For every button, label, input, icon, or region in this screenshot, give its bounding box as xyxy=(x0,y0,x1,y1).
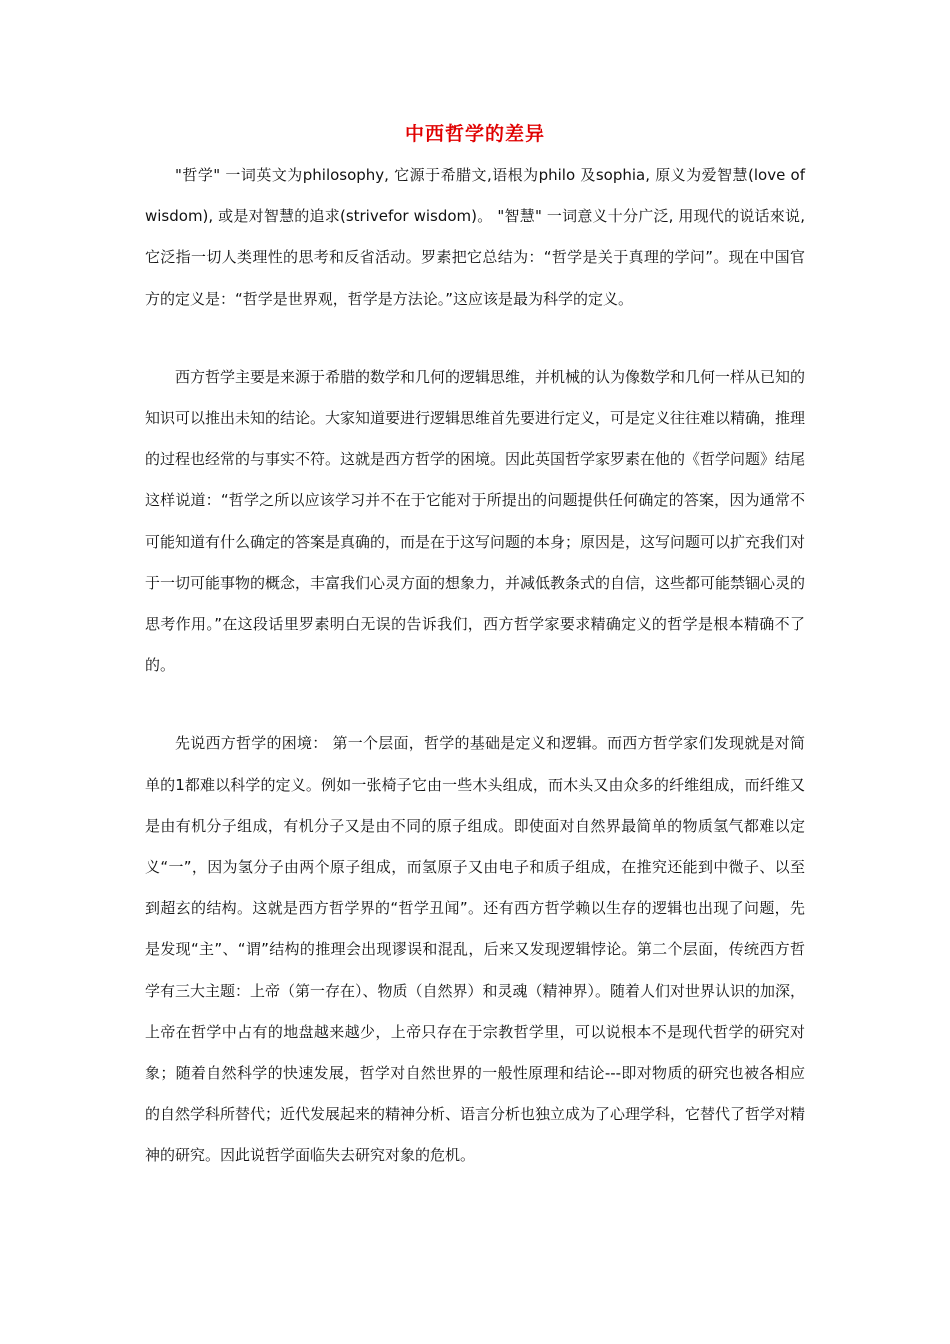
paragraph-2: 西方哲学主要是来源于希腊的数学和几何的逻辑思维，并机械的认为像数学和几何一样从已知的知识可以推出未知的结论。大家知道要进行逻辑思维首先要进行定义，可是定义往往难以精确，推理的过程也经常的与事实不符。这就是西方哲学的困境。因此英国哲学家罗素在他的《哲学问题》结尾这样说道：“哲学之所以应该学习并不在于它能对于所提出的问题提供任何确定的答案，因为通常不可能知道有什么确定的答案是真确的，而是在于这写问题的本身；原因是，这写问题可以扩充我们对于一切可能事物的概念，丰富我们心灵方面的想象力，并减低教条式的自信，这些都可能禁锢心灵的思考作用。”在这段话里罗素明白无误的告诉我们，西方哲学家要求精确定义的哲学是根本精确不了的。 xyxy=(145,367,806,675)
document-title: 中西哲学的差异 xyxy=(404,123,545,145)
paragraph-1: "哲学" 一词英文为philosophy, 它源于希腊文,语根为philo 及sophia, 原义为爱智慧(love of wisdom), 或是对智慧的追求(strivefor wisdom)。 "智慧" 一词意义十分广泛, 用现代的说话來说, 它泛指一切人类理性的思考和反省活动。罗素把它总结为：“哲学是关于真理的学问”。现在中国官方的定义是：“哲学是世界观，哲学是方法论。”这应该是最为科学的定义。 xyxy=(145,166,805,308)
paragraph-3: 先说西方哲学的困境： 第一个层面，哲学的基础是定义和逻辑。而西方哲学家们发现就是对简单的1都难以科学的定义。例如一张椅子它由一些木头组成，而木头又由众多的纤维组成，而纤维又是由有机分子组成，有机分子又是由不同的原子组成。即使面对自然界最简单的物质氢气都难以定义“一”，因为氢分子由两个原子组成，而氢原子又由电子和质子组成，在推究还能到中微子、以至到超玄的结构。这就是西方哲学界的“哲学丑闻”。还有西方哲学赖以生存的逻辑也出现了问题，先是发现“主”、“谓”结构的推理会出现谬误和混乱，后来又发现逻辑悖论。第二个层面，传统西方哲学有三大主题：上帝（第一存在）、物质（自然界）和灵魂（精神界）。随着人们对世界认识的加深，上帝在哲学中占有的地盘越来越少，上帝只存在于宗教哲学里，可以说根本不是现代哲学的研究对象；随着自然科学的快速发展，哲学对自然世界的一般性原理和结论---即对物质的研究也被各相应的自然学科所替代；近代发展起来的精神分析、语言分析也独立成为了心理学科，它替代了哲学对精神的研究。因此说哲学面临失去研究对象的危机。 xyxy=(145,734,806,1165)
document-body xyxy=(145,155,805,1177)
